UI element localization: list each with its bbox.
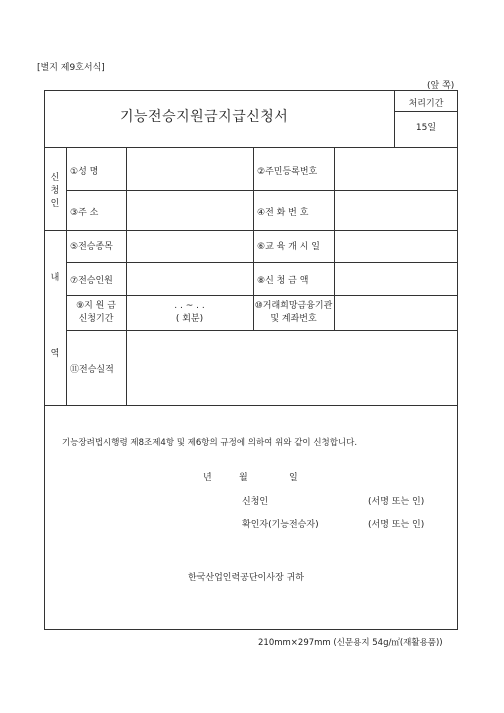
section-applicant-text: 신 청 인 [50, 173, 60, 209]
date-month: 월 [239, 473, 248, 483]
label-bank-line2: 및 계좌번호 [270, 314, 317, 324]
paper-spec: 210mm×297mm (신문용지 54g/㎡(재활용품)) [258, 638, 443, 648]
row-line-1 [66, 190, 458, 191]
col-line-label-left [126, 147, 127, 405]
section-content-top: 내 [50, 273, 60, 283]
label-name: ①성 명 [70, 167, 99, 177]
date-day: 일 [289, 473, 298, 483]
row-line-6 [44, 405, 458, 406]
confirmer-sign-text: (서명 또는 인) [368, 520, 425, 530]
row-line-2 [44, 230, 458, 231]
row-line-4 [66, 295, 458, 296]
row-line-5 [66, 330, 458, 331]
label-amount: ⑧신 청 금 액 [257, 276, 309, 286]
applicant-signature-label: 신청인 [242, 497, 269, 507]
col-line-section [66, 147, 67, 405]
date-year: 년 [203, 473, 212, 483]
section-content-bottom: 역 [50, 349, 60, 359]
header-bottom-line [44, 147, 458, 148]
page-side-label: (앞 쪽) [427, 81, 455, 91]
form-frame [44, 90, 458, 630]
form-title: 기능전승지원금지급신청서 [120, 109, 289, 125]
label-bank [253, 300, 334, 326]
label-period [66, 300, 126, 326]
applicant-sign-text: (서명 또는 인) [368, 497, 425, 507]
label-period-line1: ⑨지 원 금 [76, 301, 116, 311]
declaration-text: 기능장려법시행령 제8조제4항 및 제6항의 규정에 의하여 위와 같이 신청합니다. [62, 438, 358, 448]
label-performance: ⑪전승실적 [70, 365, 114, 375]
confirmer-signature-label: 확인자(기능전승자) [242, 520, 319, 530]
label-address: ③주 소 [70, 208, 99, 218]
label-resident-id: ②주민등록번호 [257, 167, 318, 177]
label-phone: ④전 화 번 호 [257, 208, 309, 218]
period-value [126, 300, 253, 326]
section-applicant [48, 172, 62, 211]
label-craft-item: ⑤전승종목 [70, 242, 113, 252]
form-code: [별지 제9호서식] [37, 63, 105, 73]
col-line-label-right [334, 147, 335, 330]
label-trainees: ⑦전승인원 [70, 276, 113, 286]
recipient: 한국산업인력공단이사장 귀하 [188, 573, 304, 583]
label-bank-line1: ⑩거래희망금융기관 [254, 301, 333, 311]
row-line-3 [66, 262, 458, 263]
processing-box-divider [394, 111, 458, 112]
processing-period-label: 처리기간 [408, 99, 444, 109]
processing-period-value: 15일 [415, 123, 437, 133]
label-training-start: ⑥교 육 개 시 일 [257, 242, 320, 252]
period-date-range: . . ~ . . [174, 301, 205, 311]
label-period-line2: 신청기간 [78, 314, 114, 324]
period-count: ( 회분) [175, 314, 204, 324]
